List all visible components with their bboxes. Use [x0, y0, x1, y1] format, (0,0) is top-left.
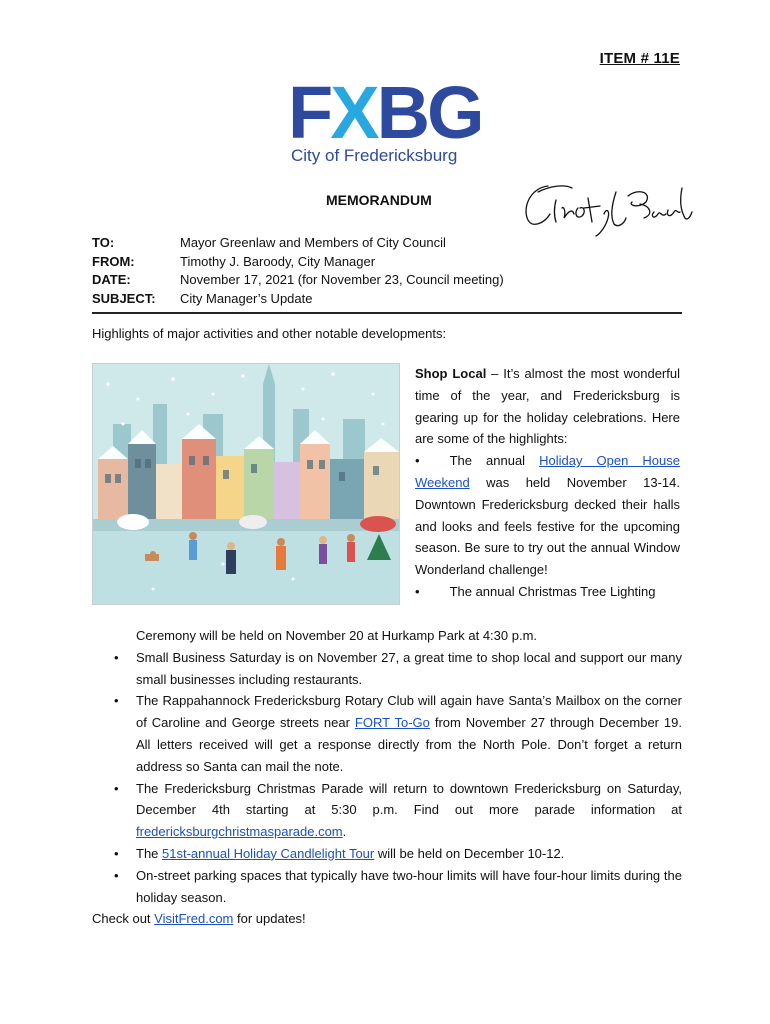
bullet-text: On-street parking spaces that typically have two-hour limits will have four-hour limits during the holiday season.: [136, 867, 682, 905]
logo-letter-x: X: [330, 71, 377, 154]
bullet-text: will be held on December 10-12.: [374, 845, 565, 861]
bullet-text: was held November 13-14. Downtown Fredericksburg decked their halls and looks and feels festive for the upcoming season. Be sure to try out the annual Window Wonderland challenge!: [415, 474, 680, 578]
tree-lighting-continuation: Ceremony will be held on November 20 at Hurkamp Park at 4:30 p.m.: [136, 628, 538, 643]
winter-street-illustration: [92, 363, 400, 605]
bullet-dot: •: [114, 780, 119, 796]
bullet-dot: •: [114, 649, 119, 665]
closing-line: [92, 908, 682, 930]
bullet-text: from November 27 through December 19. All letters received will get a response directly from the North Pole. Don’t forget a return address so Santa can mail the note.: [136, 715, 683, 774]
bullet-text: The Rappahannock Fredericksburg Rotary Club will again have Santa’s Mailbox on the corner of Caroline and George streets near: [136, 693, 682, 731]
field-value: Timothy J. Baroody, City Manager: [180, 253, 376, 269]
item-number: ITEM # 11E: [599, 50, 680, 67]
closing-text: Check out: [92, 911, 155, 927]
fort-to-go-link[interactable]: FORT To-Go: [354, 715, 430, 731]
bullet-candlelight-tour: [92, 843, 682, 865]
memo-field-date: [92, 271, 504, 290]
candlelight-tour-link[interactable]: 51st-annual Holiday Candlelight Tour: [162, 845, 375, 861]
bullet-text: The annual Christmas Tree Lighting: [449, 583, 656, 599]
bullets-full-width: [92, 625, 682, 930]
bullet-dot: •: [415, 453, 420, 469]
bullet-small-business: [92, 647, 682, 691]
field-label: SUBJECT:: [92, 290, 156, 306]
logo-wordmark: [288, 71, 488, 154]
bullet-dot: •: [114, 693, 119, 709]
bullet-dot: •: [114, 867, 119, 883]
field-value: November 17, 2021 (for November 23, Council meeting): [180, 272, 504, 287]
bullet-christmas-parade: [92, 778, 682, 843]
signature-image: [520, 178, 695, 238]
visitfred-link[interactable]: VisitFred.com: [154, 911, 234, 927]
dash: –: [486, 366, 504, 381]
bullet-parking: [92, 865, 682, 909]
city-logo: [288, 71, 488, 166]
field-label: TO:: [92, 235, 115, 250]
memo-field-to: [92, 234, 504, 253]
shop-local-paragraph: [415, 363, 680, 450]
bullet-dot: •: [114, 845, 119, 861]
logo-letter-f: F: [288, 71, 331, 154]
header-divider: [92, 312, 682, 314]
closing-text: for updates!: [233, 911, 306, 927]
field-value: City Manager’s Update: [180, 290, 313, 306]
parade-website-link[interactable]: fredericksburgchristmasparade.com: [136, 824, 343, 840]
bullet-text: .: [342, 824, 347, 840]
memo-field-from: [92, 253, 504, 272]
memo-header-fields: [92, 234, 504, 308]
bullet-tree-lighting-start: [415, 581, 680, 603]
shop-local-text: It’s almost the most wonderful time of the year, and Fredericksburg is gearing up for the holiday celebrations. Here are some of the highlights:: [415, 366, 680, 447]
field-label: FROM:: [92, 253, 135, 269]
memo-title: MEMORANDUM: [326, 192, 432, 208]
field-value: Mayor Greenlaw and Members of City Council: [180, 235, 446, 250]
memo-field-subject: [92, 290, 504, 309]
bullet-santa-mailbox: [92, 690, 682, 777]
bullet-text: Small Business Saturday is on November 27, a great time to shop local and support our many small businesses including restaurants.: [136, 649, 682, 687]
bullet-dot: •: [415, 583, 420, 599]
bullet-list: [92, 647, 682, 909]
shop-local-section: [415, 363, 680, 603]
intro-text: Highlights of major activities and other notable developments:: [92, 326, 447, 341]
shop-local-heading: Shop Local: [415, 366, 487, 381]
bullet-text: The: [136, 845, 163, 861]
logo-tagline: City of Fredericksburg: [291, 146, 458, 165]
logo-letters-bg: BG: [376, 71, 482, 154]
field-label: DATE:: [92, 272, 131, 287]
bullet-text: The annual: [449, 453, 540, 469]
bullet-text: The Fredericksburg Christmas Parade will return to downtown Fredericksburg on Saturday, December 4th starting at 5:30 p.m. Find out more parade information at: [136, 780, 682, 818]
holiday-open-house-link[interactable]: Holiday Open House Weekend: [415, 453, 680, 490]
bullet-open-house: [415, 450, 680, 581]
